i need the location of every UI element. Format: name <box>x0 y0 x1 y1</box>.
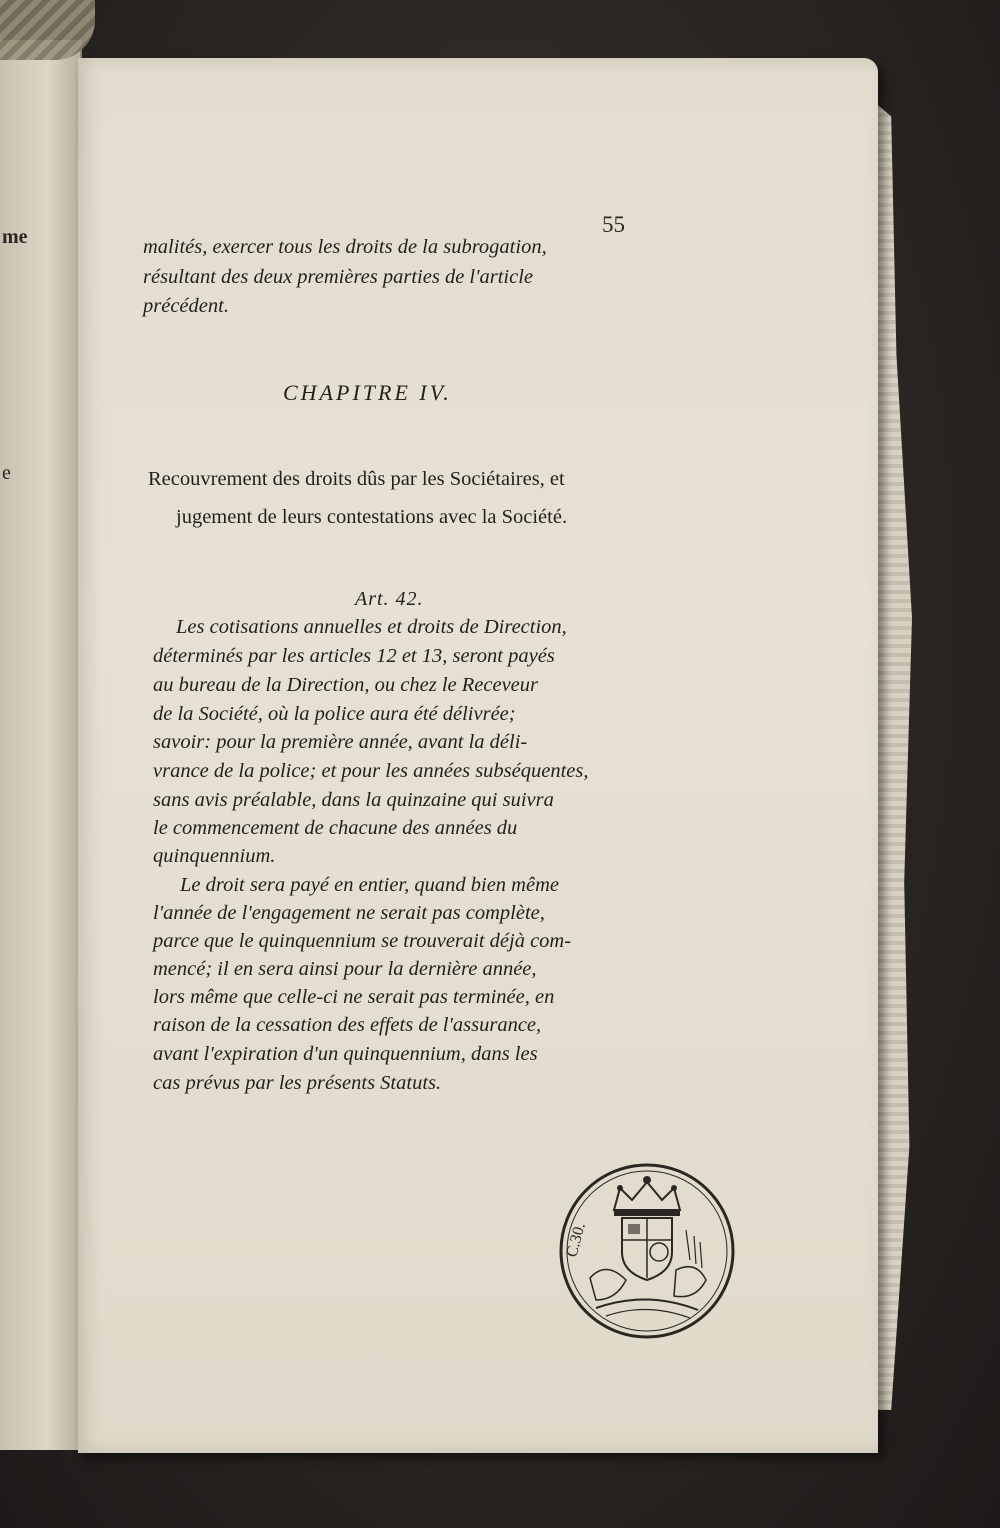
article-line: l'année de l'engagement ne serait pas complète, <box>153 902 545 924</box>
svg-text:C.30.: C.30. <box>563 1221 589 1260</box>
continuation-line: précédent. <box>143 295 229 317</box>
chapter-subtitle: Recouvrement des droits dûs par les Sociétaires, et <box>148 468 565 490</box>
article-line: mencé; il en sera ainsi pour la dernière année, <box>153 958 537 980</box>
page-number: 55 <box>602 212 625 237</box>
left-page-fragment: me <box>2 226 28 248</box>
article-line: lors même que celle-ci ne serait pas terminée, en <box>153 986 555 1008</box>
article-line: Le droit sera payé en entier, quand bien même <box>180 874 559 896</box>
article-line: sans avis préalable, dans la quinzaine qui suivra <box>153 789 554 811</box>
left-page-fragment: e <box>2 462 11 484</box>
article-line: avant l'expiration d'un quinquennium, dans les <box>153 1043 538 1065</box>
article-line: déterminés par les articles 12 et 13, seront payés <box>153 645 555 667</box>
article-line: le commencement de chacune des années du <box>153 817 518 839</box>
continuation-line: malités, exercer tous les droits de la subrogation, <box>143 236 547 258</box>
article-line: de la Société, où la police aura été délivrée; <box>153 703 516 725</box>
article-line: cas prévus par les présents Statuts. <box>153 1072 442 1094</box>
article-line: vrance de la police; et pour les années subséquentes, <box>153 760 589 782</box>
article-label: Art. 42. <box>355 588 424 610</box>
article-line: au bureau de la Direction, ou chez le Receveur <box>153 674 539 696</box>
continuation-line: résultant des deux premières parties de l'article <box>143 266 534 288</box>
article-line: quinquennium. <box>153 845 276 867</box>
chapter-title: CHAPITRE IV. <box>283 380 452 405</box>
left-page <box>0 40 82 1450</box>
article-line: parce que le quinquennium se trouverait déjà com- <box>153 930 572 952</box>
article-line: raison de la cessation des effets de l'assurance, <box>153 1014 542 1036</box>
library-stamp-icon <box>556 1160 738 1342</box>
chapter-subtitle: jugement de leurs contestations avec la Société. <box>176 506 568 528</box>
article-line: Les cotisations annuelles et droits de Direction, <box>176 616 567 638</box>
article-line: savoir: pour la première année, avant la déli- <box>153 731 528 753</box>
